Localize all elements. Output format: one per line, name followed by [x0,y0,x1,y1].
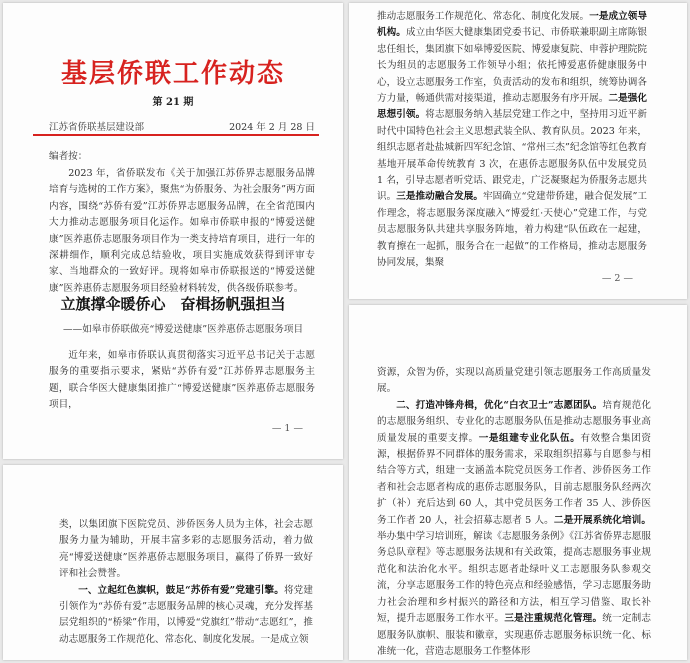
masthead-title: 基层侨联工作动态 [60,59,285,89]
issue-number: 第 21 期 [152,97,194,108]
page-3-text [59,517,313,648]
document-page-4 [349,305,687,660]
article-subheadline: ——如皋市侨联做亮“博爱送健康”医养惠侨志愿服务项目 [63,324,304,335]
editor-note-label: 编者按： [49,151,88,162]
document-page-2 [349,3,687,299]
section-heading: 一、立起红色旗帜，鼓足“苏侨有爱”党建引擎。 [78,584,284,596]
red-divider [33,134,319,136]
body-text: 成立由华医大健康集团党委书记、市侨联兼职副主席陈银忠任组长，集团旗下如皋博爱医院、博爱康复院、申蓉护理院院长为组员的志愿服务工作领导小组；依托博爱惠侨健康服务中心，设立志愿服务工作室，负责活动的发布和组织，统筹协调各方力量，畅通供需对接渠道，推动志愿服务有序开展。 [377,27,648,105]
bold-point: 三是注重规范化管理。 [504,613,603,625]
publication-meta [49,119,315,133]
article-intro: 近年来，如皋市侨联认真贯彻落实习近平总书记关于志愿服务的重要指示要求，紧贴“苏侨有爱”江苏侨界志愿服务主题，联合华医大健康集团推广“博爱送健康”医养惠侨志愿服务项目， [49,350,315,411]
page-number: — 1 — [271,423,303,434]
body-text: 培育规范化的志愿服务组织、专业化的志愿服务队伍是推动志愿服务事业高质量发展的重要支撑。 [377,399,651,444]
bold-point: 一是成立领导机构。 [377,11,648,39]
body-text: 类，以集团旗下医院党员、涉侨医务人员为主体，社会志愿服务力量为辅助，开展丰富多彩的志愿服务活动，着力做亮“博爱送健康”医养惠侨志愿服务项目，赢得了侨界一致好评和社会赞誉。 [59,519,313,580]
page-2-text [377,9,647,272]
issuing-org: 江苏省侨联基层建设部 [49,122,145,133]
section-heading: 二、打造冲锋舟楫，优化“白衣卫士”志愿团队。 [396,399,603,411]
body-text: 推动志愿服务工作规范化、常态化、制度化发展。 [377,11,590,22]
document-page-3 [3,465,343,660]
bold-point: 一是组建专业化队伍。 [478,432,581,444]
page-4-text [377,365,651,660]
bold-point: 二是开展系统化培训。 [553,514,651,526]
body-text: 牢固确立“党建带侨建，融合促发展”工作理念，将志愿服务深度融入“博爱红·天使心”党建工作，与党员志愿服务队共建共享服务阵地，着力构建“队伍政在一起建，教育擦在一起抓，服务合在一起做”的工作格局，推动志愿服务协同发展，集聚 [377,191,648,269]
document-page-1 [3,3,343,459]
editor-note-text: 2023 年，省侨联发布《关于加强江苏侨界志愿服务品牌培育与选树的工作方案》，聚焦“为侨服务、为社会服务”两方面内容，围绕“苏侨有爱”江苏侨界志愿服务品牌，在全省范围内大力推动志愿服务项目化运作。如皋市侨联申报的“博爱送健康”医养惠侨志愿服务项目作为一类支持培育项目，进行一年的深耕细作，顺利完成总结验收，项目实施成效获得到评审专家、当地群众的一致好评。现将如皋市侨联报送的“博爱送健康”医养惠侨志愿服务项目经验材料转发，供各级侨联参考。 [49,168,315,294]
body-text: 将志愿服务纳入基层党建工作之中，坚持用习近平新时代中国特色社会主义思想武装全队、教育队员。2023 年来，组织志愿者赴盐城新四军纪念馆、“常州三杰”纪念馆等红色教育基地开展革命传统教育 3 次，在惠侨志愿服务队伍中发展党员 1 名，引导志愿者听党话、跟党走，广泛凝聚起为侨服务志愿共识。 [377,109,648,203]
publication-date: 2024 年 2 月 28 日 [229,122,315,133]
bold-point: 二是强化思想引领。 [377,93,648,121]
body-text: 有效整合集团资源，根据侨界不同群体的服务需求，采取组织招募与自愿参与相结合等方式，组建一支涵盖本院党员医务工作者、涉侨医务工作者和社会志愿者构成的惠侨志愿服务队，目前志愿服务队经两次扩（补）充后达到 60 人，其中党员医务工作者 35 人、涉侨医务工作者 20 人，社会招募志愿者 5 人。 [377,432,652,526]
bold-point: 三是推动融合发展。 [396,191,483,203]
article-headline: 立旗撑伞暖侨心 奋楫扬帆强担当 [60,295,286,313]
body-text: 举办集中学习培训班，解读《志愿服务条例》《江苏省侨界志愿服务总队章程》等志愿服务法规和有关政策，提高志愿服务事业规范化和法治化水平。组织志愿者赴绿叶义工志愿服务队参观交流，分享志愿服务工作的特色亮点和经验感悟，学习志愿服务助力社会治理和乡村振兴的路径和方法，相互学习借鉴、取长补短，提升志愿服务工作水平。 [377,531,651,625]
body-text: 资源，众智为侨，实现以高质量党建引领志愿服务工作高质量发展。 [377,367,651,395]
body-text: 将党建引领作为“苏侨有爱”志愿服务品牌的核心灵魂，充分发挥基层党组织的“桥梁”作用，以博爱“党旗红”带动“志愿红”，推动志愿服务工作规范化、常态化、制度化发展。一是成立领 [59,584,313,645]
body-text: 统一定制志愿服务队旗帜、服装和徽章，实现惠侨志愿服务标识统一化、标准统一化，营造志愿服务工作整体形 [377,613,652,657]
page-number: — 2 — [601,273,633,284]
